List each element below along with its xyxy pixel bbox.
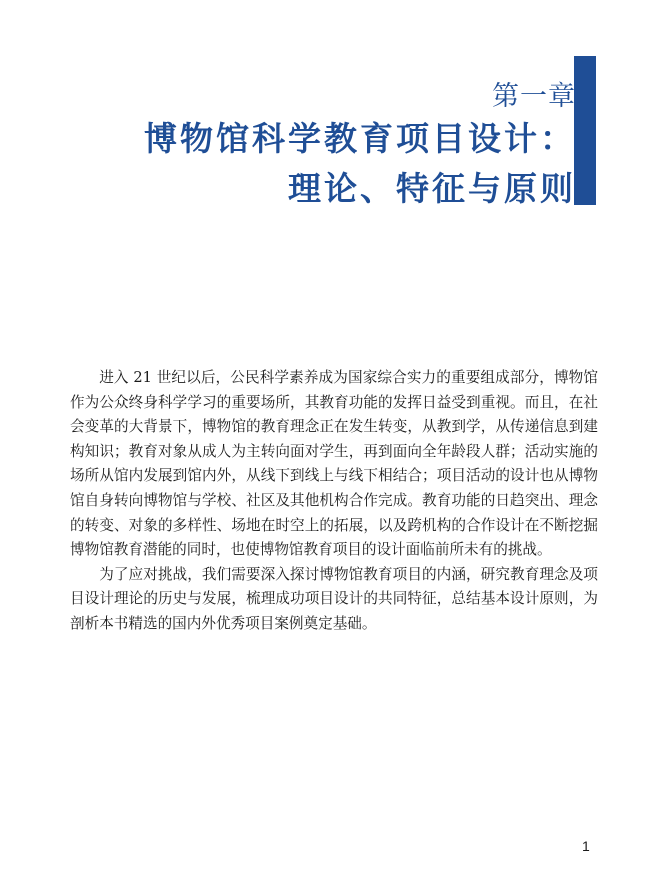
chapter-title-line-2: 理论、特征与原则 — [288, 169, 576, 208]
chapter-number: 第一章 — [492, 81, 576, 112]
chapter-header — [144, 80, 576, 214]
page-number: 1 — [582, 838, 590, 854]
chapter-title-line-1: 博物馆科学教育项目设计： — [144, 119, 576, 158]
paragraph-2: 为了应对挑战，我们需要深入探讨博物馆教育项目的内涵，研究教育理念及项目设计理论的历史与发展，梳理成功项目设计的共同特征，总结基本设计原则，为剖析本书精选的国内外优秀项目案例奠定基础。 — [70, 565, 598, 632]
body-text — [70, 366, 598, 637]
chapter-accent-bar — [574, 56, 596, 205]
paragraph-1: 进入 21 世纪以后，公民科学素养成为国家综合实力的重要组成部分，博物馆作为公众终身科学学习的重要场所，其教育功能的发挥日益受到重视。而且，在社会变革的大背景下，博物馆的教育理念正在发生转变，从教到学，从传递信息到建构知识；教育对象从成人为主转向面对学生，再到面向全年龄段人群；活动实施的场所从馆内发展到馆内外，从线下到线上与线下相结合；项目活动的设计也从博物馆自身转向博物馆与学校、社区及其他机构合作完成。教育功能的日趋突出、理念的转变、对象的多样性、场地在时空上的拓展，以及跨机构的合作设计在不断挖掘博物馆教育潜能的同时，也使博物馆教育项目的设计面临前所未有的挑战。 — [70, 369, 598, 559]
